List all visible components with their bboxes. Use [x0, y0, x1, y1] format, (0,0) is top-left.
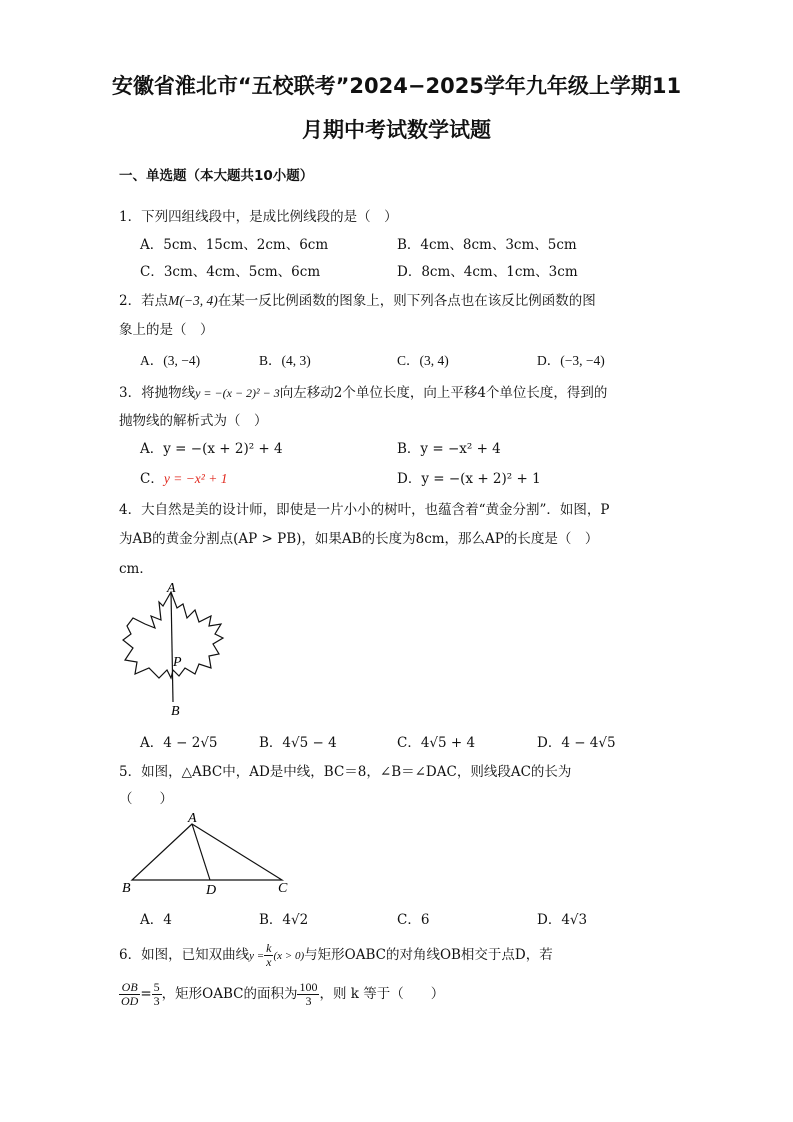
q3-parabola: y = −(x − 2)² − 3 [195, 386, 280, 400]
q6-stem-line1 [119, 940, 553, 971]
q3-stem-end: 向左移动2个单位长度，向上平移4个单位长度，得到的 [279, 385, 608, 401]
q6-stem-end: 与矩形OABC的对角线OB相交于点D，若 [304, 947, 553, 963]
q4-option-b: B．4√5 − 4 [259, 735, 337, 751]
section-heading: 一、单选题（本大题共10小题） [119, 168, 314, 184]
q2-stem-end: 在某一反比例函数的图象上，则下列各点也在该反比例函数的图 [217, 293, 596, 309]
q3-option-c-expr: y = −x² + 1 [163, 471, 228, 486]
q3-option-b: B．y = −x² + 4 [397, 441, 501, 457]
point-label-b: B [171, 704, 180, 718]
q3-option-a: A．y = −(x + 2)² + 4 [140, 441, 283, 457]
q6-stem-start: 6．如图，已知双曲线 [119, 947, 250, 963]
leaf-midrib-segment [171, 592, 173, 702]
q6-ratio-den: OD [121, 994, 139, 1008]
point-label-a: A [167, 581, 176, 596]
q2-option-b: B．(4, 3) [259, 353, 311, 368]
doc-title-line2: 月期中考试数学试题 [302, 118, 491, 142]
point-label-p: P [173, 655, 182, 670]
q6-area-den: 3 [305, 994, 312, 1008]
q6-ratio-value [152, 981, 162, 1008]
q5-option-a: A．4 [140, 912, 172, 928]
q6-curve-y: y = [249, 950, 265, 962]
q2-option-c: C．(3, 4) [397, 353, 449, 368]
q6-ratio-fraction [119, 981, 140, 1008]
q5-option-d: D．4√3 [537, 912, 588, 928]
q6-ratio-num: OB [119, 981, 140, 995]
q6-area-num: 100 [299, 980, 318, 994]
maple-leaf-figure [115, 578, 235, 718]
q3-stem-line2: 抛物线的解析式为（ ） [119, 413, 268, 429]
q4-stem-line3: cm． [119, 561, 153, 577]
median-ad [192, 824, 210, 880]
q6-area-fraction [297, 981, 319, 1008]
q6-stem-line2 [119, 978, 444, 1010]
q6-curve-den: x [266, 955, 272, 969]
vertex-label-a: A [188, 811, 197, 826]
q2-option-d: D．(−3, −4) [537, 353, 605, 368]
q3-option-c-label: C． [140, 471, 164, 487]
q5-stem-line1: 5．如图，△ABC中，AD是中线，BC＝8，∠B＝∠DAC，则线段AC的长为 [119, 764, 572, 780]
q3-stem-start: 3．将抛物线 [119, 385, 196, 401]
triangle-figure [118, 810, 298, 902]
vertex-label-b: B [122, 881, 131, 896]
q4-option-c: C．4√5 + 4 [397, 735, 476, 751]
q6-ratio-equals: = [140, 986, 152, 1002]
q3-option-d: D．y = −(x + 2)² + 1 [397, 471, 541, 487]
doc-title-line1: 安徽省淮北市“五校联考”2024−2025学年九年级上学期11 [111, 74, 682, 98]
q5-option-c: C．6 [397, 912, 430, 928]
q2-stem [119, 289, 596, 309]
q2-stem-line2: 象上的是（ ） [119, 322, 214, 338]
q5-option-b: B．4√2 [259, 912, 309, 928]
q6-ratio-value-den: 3 [153, 994, 160, 1008]
q4-option-a: A．4 − 2√5 [140, 735, 218, 751]
q4-stem-line1: 4．大自然是美的设计师，即使是一片小小的树叶，也蕴含着“黄金分割”．如图，P [119, 502, 610, 518]
q6-curve-condition: (x > 0) [273, 950, 305, 962]
vertex-label-c: C [278, 881, 288, 896]
q4-option-d: D．4 − 4√5 [537, 735, 616, 751]
point-label-d: D [206, 883, 217, 898]
q5-stem-line2: （ ） [119, 791, 173, 807]
q2-point: M(−3, 4) [168, 293, 218, 308]
q6-ratio-value-num: 5 [153, 980, 160, 994]
q1-option-a: A．5cm、15cm、2cm、6cm [140, 237, 329, 253]
q2-option-a: A．(3, −4) [140, 353, 201, 368]
q3-stem [119, 381, 607, 401]
q6-curve-num: k [266, 941, 272, 955]
q1-option-d: D．8cm、4cm、1cm、3cm [397, 264, 578, 280]
q1-option-c: C．3cm、4cm、5cm、6cm [140, 264, 321, 280]
q6-stem-mid: ，矩形OABC的面积为 [161, 986, 298, 1002]
q6-stem-final: ，则 k 等于（ ） [319, 986, 445, 1002]
q1-option-b: B．4cm、8cm、3cm、5cm [397, 237, 577, 253]
q4-stem-line2: 为AB的黄金分割点(AP > PB)，如果AB的长度为8cm，那么AP的长度是（ ） [119, 531, 599, 547]
q3-option-c [140, 467, 227, 487]
q2-stem-start: 2．若点 [119, 293, 169, 309]
q1-stem: 1．下列四组线段中，是成比例线段的是（ ） [119, 209, 398, 225]
